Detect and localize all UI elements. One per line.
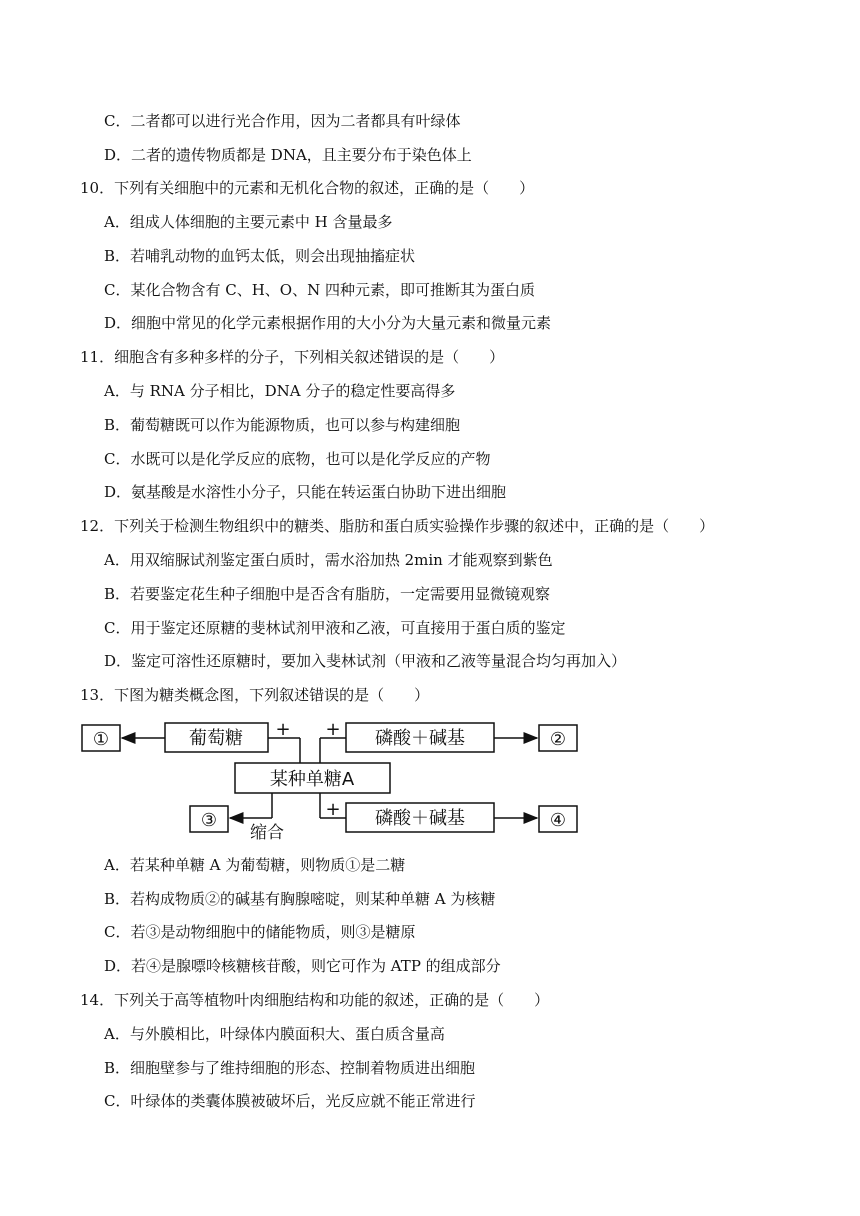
question-11-stem: 11．细胞含有多种多样的分子，下列相关叙述错误的是（ ） bbox=[80, 348, 505, 366]
q13-option-c: C．若③是动物细胞中的储能物质，则③是糖原 bbox=[104, 923, 416, 941]
label-2: ② bbox=[549, 729, 567, 750]
q13-option-a: A．若某种单糖 A 为葡萄糖，则物质①是二糖 bbox=[104, 856, 406, 874]
label-monosaccharide-a: 某种单糖A bbox=[269, 769, 355, 790]
q11-option-b: B．葡萄糖既可以作为能源物质，也可以参与构建细胞 bbox=[104, 416, 461, 434]
q9-option-c: C．二者都可以进行光合作用，因为二者都具有叶绿体 bbox=[104, 112, 461, 130]
q12-option-d: D．鉴定可溶性还原糖时，要加入斐林试剂（甲液和乙液等量混合均匀再加入） bbox=[104, 652, 627, 670]
question-10-stem: 10．下列有关细胞中的元素和无机化合物的叙述，正确的是（ ） bbox=[80, 179, 535, 197]
q14-option-b: B．细胞壁参与了维持细胞的形态、控制着物质进出细胞 bbox=[104, 1059, 476, 1077]
plus-sign-top: + bbox=[325, 719, 341, 740]
plus-sign-bottom: + bbox=[325, 799, 341, 820]
q13-option-b: B．若构成物质②的碱基有胸腺嘧啶，则某种单糖 A 为核糖 bbox=[104, 890, 496, 908]
plus-sign-left: + bbox=[275, 719, 291, 740]
q14-option-a: A．与外膜相比，叶绿体内膜面积大、蛋白质含量高 bbox=[104, 1025, 445, 1043]
label-4: ④ bbox=[549, 810, 567, 831]
q10-option-b: B．若哺乳动物的血钙太低，则会出现抽搐症状 bbox=[104, 247, 416, 265]
question-14-stem: 14．下列关于高等植物叶肉细胞结构和功能的叙述，正确的是（ ） bbox=[80, 991, 550, 1009]
q10-option-c: C．某化合物含有 C、H、O、N 四种元素，即可推断其为蛋白质 bbox=[104, 281, 535, 299]
question-12-stem: 12．下列关于检测生物组织中的糖类、脂肪和蛋白质实验操作步骤的叙述中，正确的是（ ） bbox=[80, 517, 715, 535]
label-condense: 缩合 bbox=[250, 823, 284, 842]
label-glucose: 葡萄糖 bbox=[189, 728, 243, 749]
label-phosphate-base-top: 磷酸＋碱基 bbox=[375, 728, 465, 749]
q10-option-d: D．细胞中常见的化学元素根据作用的大小分为大量元素和微量元素 bbox=[104, 314, 552, 332]
q11-option-d: D．氨基酸是水溶性小分子，只能在转运蛋白协助下进出细胞 bbox=[104, 483, 507, 501]
q11-option-c: C．水既可以是化学反应的底物，也可以是化学反应的产物 bbox=[104, 450, 491, 468]
q12-option-a: A．用双缩脲试剂鉴定蛋白质时，需水浴加热 2min 才能观察到紫色 bbox=[104, 551, 553, 569]
q9-option-d: D．二者的遗传物质都是 DNA，且主要分布于染色体上 bbox=[104, 146, 472, 164]
q12-option-c: C．用于鉴定还原糖的斐林试剂甲液和乙液，可直接用于蛋白质的鉴定 bbox=[104, 619, 566, 637]
label-1: ① bbox=[92, 729, 110, 750]
q13-option-d: D．若④是腺嘌呤核糖核苷酸，则它可作为 ATP 的组成部分 bbox=[104, 957, 501, 975]
q12-option-b: B．若要鉴定花生种子细胞中是否含有脂肪，一定需要用显微镜观察 bbox=[104, 585, 551, 603]
q14-option-c: C．叶绿体的类囊体膜被破坏后，光反应就不能正常进行 bbox=[104, 1092, 476, 1110]
label-phosphate-base-bottom: 磷酸＋碱基 bbox=[375, 808, 465, 829]
q11-option-a: A．与 RNA 分子相比，DNA 分子的稳定性要高得多 bbox=[104, 382, 456, 400]
question-13-stem: 13．下图为糖类概念图，下列叙述错误的是（ ） bbox=[80, 686, 430, 704]
sugar-concept-diagram bbox=[80, 712, 580, 842]
q10-option-a: A．组成人体细胞的主要元素中 H 含量最多 bbox=[104, 213, 393, 231]
label-3: ③ bbox=[200, 810, 218, 831]
